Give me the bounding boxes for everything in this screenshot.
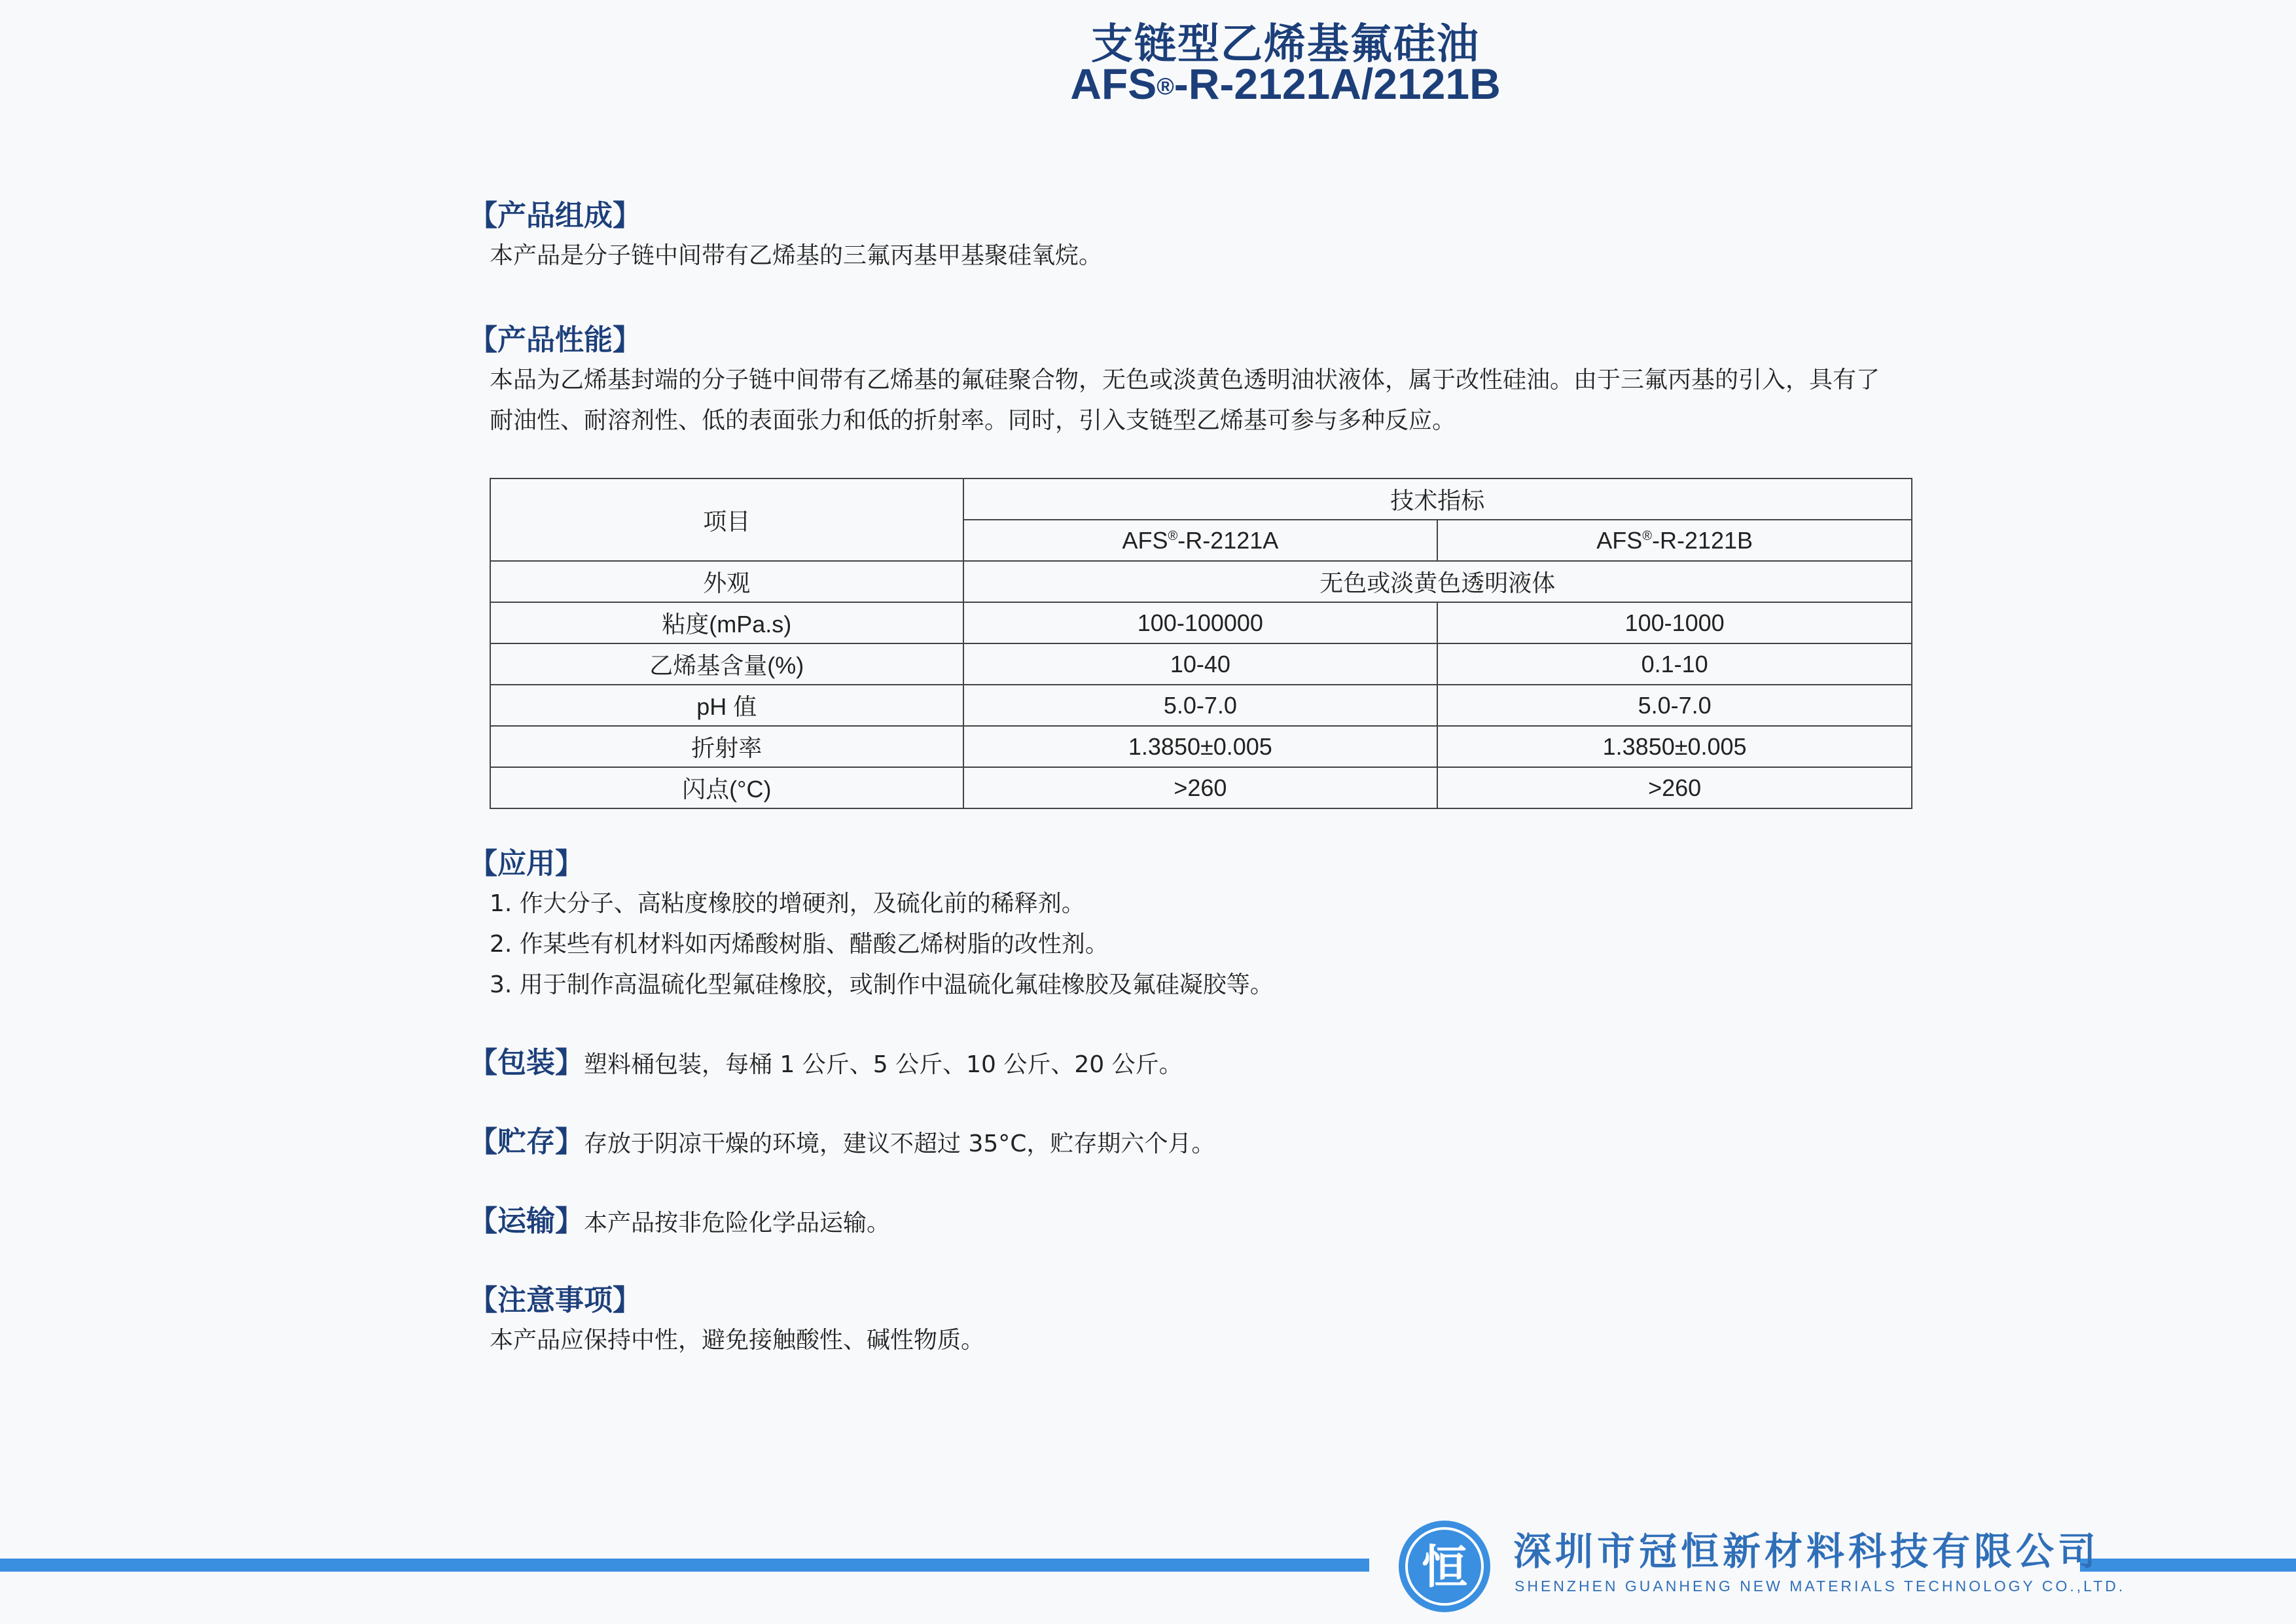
model-a-prefix: AFS <box>1122 526 1168 554</box>
spec-table <box>490 478 1912 809</box>
table-row <box>490 561 1912 602</box>
notes-heading: 【注意事项】 <box>469 1284 641 1317</box>
model-b-header <box>1437 520 1912 561</box>
transport-heading: 【运输】 <box>469 1204 584 1238</box>
row-value-a: 5.0-7.0 <box>963 685 1438 726</box>
row-value-a: 10-40 <box>963 643 1438 685</box>
storage-heading: 【贮存】 <box>469 1125 584 1159</box>
row-value-b: 0.1-10 <box>1437 643 1912 685</box>
row-value-b: 5.0-7.0 <box>1437 685 1912 726</box>
packaging-text: 塑料桶包装，每桶 1 公斤、5 公斤、10 公斤、20 公斤。 <box>584 1051 1183 1078</box>
row-value-b: >260 <box>1437 767 1912 808</box>
title-model-suffix: -R-2121A/2121B <box>1174 60 1501 108</box>
list-item: 3. 用于制作高温硫化型氟硅橡胶，或制作中温硫化氟硅橡胶及氟硅凝胶等。 <box>490 971 1274 998</box>
table-row <box>490 685 1912 726</box>
application-list <box>490 884 1941 1005</box>
storage-line <box>469 1123 1941 1164</box>
list-item: 1. 作大分子、高粘度橡胶的增硬剂，及硫化前的稀释剂。 <box>490 890 1085 917</box>
section-packaging <box>469 1043 1941 1085</box>
table-row <box>490 643 1912 685</box>
performance-heading: 【产品性能】 <box>469 323 641 357</box>
appearance-label: 外观 <box>490 561 963 602</box>
table-row <box>490 726 1912 767</box>
row-label: 粘度(mPa.s) <box>490 602 963 643</box>
section-transport <box>469 1202 1941 1243</box>
item-header: 项目 <box>490 478 963 561</box>
section-performance <box>469 321 1941 441</box>
performance-body <box>490 360 1941 441</box>
row-value-b: 100-1000 <box>1437 602 1912 643</box>
footer-accent-bar-right <box>2080 1559 2296 1572</box>
performance-line-1: 本品为乙烯基封端的分子链中间带有乙烯基的氟硅聚合物，无色或淡黄色透明油状液体，属于改性硅油。由于三氟丙基的引入，具有了 <box>490 367 1880 393</box>
model-b-suffix: -R-2121B <box>1651 526 1753 554</box>
company-name-chinese: 深圳市冠恒新材料科技有限公司 <box>1513 1529 2100 1574</box>
model-a-reg: ® <box>1168 528 1178 543</box>
transport-text: 本产品按非危险化学品运输。 <box>584 1210 891 1236</box>
row-label: 折射率 <box>490 726 963 767</box>
registered-mark: ® <box>1157 73 1174 99</box>
title-chinese: 支链型乙烯基氟硅油 <box>1091 20 1480 69</box>
row-label: 乙烯基含量(%) <box>490 643 963 685</box>
storage-text: 存放于阴凉干燥的环境，建议不超过 35°C，贮存期六个月。 <box>584 1130 1215 1157</box>
application-heading: 【应用】 <box>469 847 584 880</box>
tech-header: 技术指标 <box>963 478 1912 520</box>
composition-body <box>490 236 1941 276</box>
model-a-suffix: -R-2121A <box>1177 526 1279 554</box>
table-row <box>490 767 1912 808</box>
company-logo-icon <box>1397 1519 1492 1614</box>
notes-body <box>490 1320 1941 1361</box>
packaging-line <box>469 1043 1941 1085</box>
row-label: 闪点(°C) <box>490 767 963 808</box>
document-title <box>0 20 2296 108</box>
model-b-reg: ® <box>1642 528 1652 543</box>
document-body <box>469 196 1941 1361</box>
appearance-value: 无色或淡黄色透明液体 <box>963 561 1912 602</box>
section-notes <box>469 1281 1941 1361</box>
company-name-english: SHENZHEN GUANHENG NEW MATERIALS TECHNOLOGY CO.,LTD. <box>1515 1578 2126 1595</box>
model-b-prefix: AFS <box>1596 526 1643 554</box>
table-row <box>490 602 1912 643</box>
packaging-heading: 【包装】 <box>469 1046 584 1079</box>
logo-glyph: 恒 <box>1422 1540 1467 1594</box>
title-model <box>275 60 2296 108</box>
title-model-prefix: AFS <box>1070 60 1157 108</box>
composition-text: 本产品是分子链中间带有乙烯基的三氟丙基甲基聚硅氧烷。 <box>490 242 1103 269</box>
section-application <box>469 844 1941 1005</box>
row-value-a: 1.3850±0.005 <box>963 726 1438 767</box>
row-value-a: >260 <box>963 767 1438 808</box>
row-value-a: 100-100000 <box>963 602 1438 643</box>
row-label: pH 值 <box>490 685 963 726</box>
list-item: 2. 作某些有机材料如丙烯酸树脂、醋酸乙烯树脂的改性剂。 <box>490 931 1109 958</box>
notes-text: 本产品应保持中性，避免接触酸性、碱性物质。 <box>490 1327 985 1354</box>
model-a-header <box>963 520 1438 561</box>
row-value-b: 1.3850±0.005 <box>1437 726 1912 767</box>
transport-line <box>469 1202 1941 1243</box>
composition-heading: 【产品组成】 <box>469 199 641 232</box>
footer-accent-bar-left <box>0 1559 1369 1572</box>
section-storage <box>469 1123 1941 1164</box>
section-composition <box>469 196 1941 276</box>
spec-header-row <box>490 478 1912 520</box>
performance-line-2: 耐油性、耐溶剂性、低的表面张力和低的折射率。同时，引入支链型乙烯基可参与多种反应。 <box>490 407 1456 434</box>
